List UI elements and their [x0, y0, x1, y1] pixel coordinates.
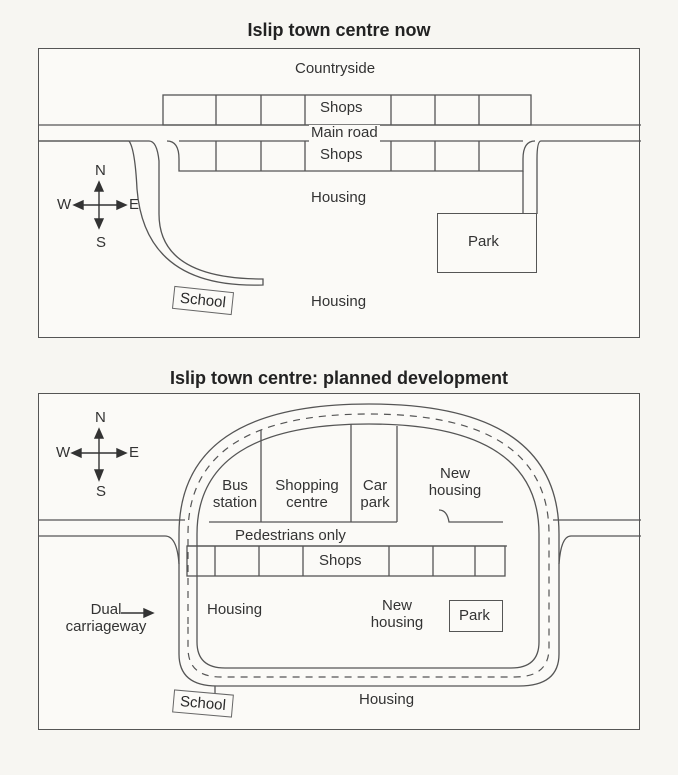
compass-s-label-planned: S [96, 483, 107, 500]
park-now-label: Park [468, 233, 499, 250]
shops-south-label: Shops [320, 146, 363, 163]
shopping-centre-label: Shopping centre [275, 477, 339, 511]
park-planned [449, 600, 503, 632]
shops-north-label: Shops [320, 99, 363, 116]
compass-w-label: W [57, 196, 72, 213]
park-now [437, 213, 537, 273]
map-planned-panel [38, 393, 640, 730]
housing-north-label: Housing [311, 189, 367, 206]
compass-e-label-planned: E [129, 444, 140, 461]
pedestrians-only-label: Pedestrians only [235, 527, 346, 544]
park-planned-label: Park [459, 607, 490, 624]
bus-station-label: Bus station [212, 477, 258, 511]
main-road-label: Main road [311, 124, 378, 141]
compass-n-label-planned: N [95, 409, 106, 426]
school-now: School [172, 286, 234, 315]
housing-south-label: Housing [311, 293, 367, 310]
dual-carriageway-label: Dual carriageway [65, 601, 147, 635]
compass-n-label: N [95, 162, 106, 179]
compass-rose-planned [72, 429, 126, 480]
housing-south-label-planned: Housing [359, 691, 415, 708]
map-planned-title: Islip town centre: planned development [169, 368, 509, 388]
compass-s-label: S [96, 234, 107, 251]
map-now-panel [38, 48, 640, 338]
school-planned: School [172, 689, 234, 717]
map-now-title: Islip town centre now [247, 20, 431, 40]
housing-west-label: Housing [207, 601, 263, 618]
car-park-label: Car park [360, 477, 390, 511]
shops-label: Shops [319, 552, 362, 569]
countryside-label: Countryside [295, 60, 376, 77]
compass-w-label-planned: W [56, 444, 71, 461]
new-housing-south-label: New housing [370, 597, 424, 631]
compass-e-label: E [129, 196, 140, 213]
new-housing-north-label: New housing [428, 465, 482, 499]
compass-rose-now [74, 182, 126, 228]
